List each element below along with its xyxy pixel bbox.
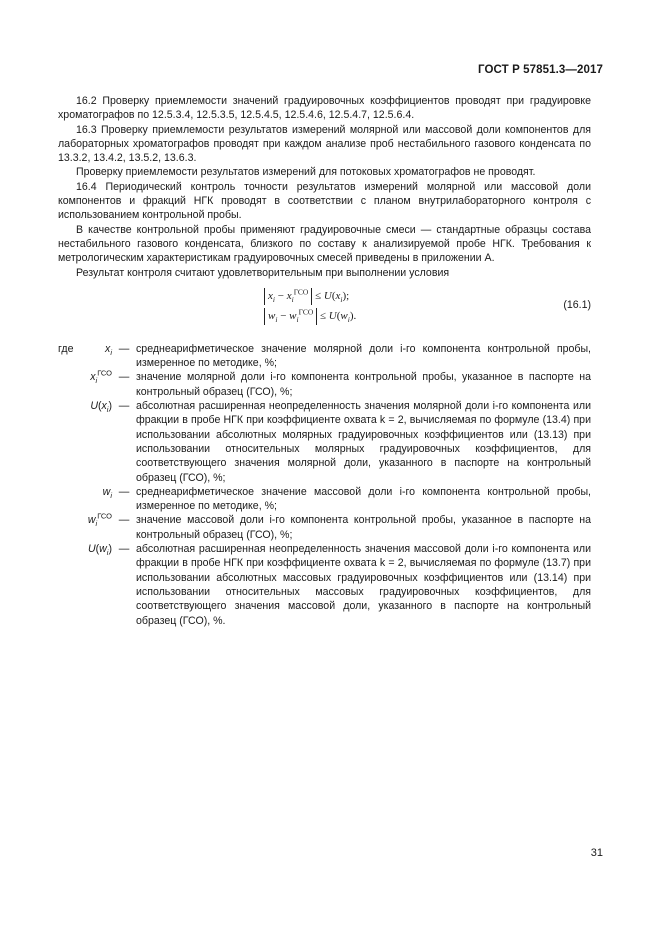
- definition-text: среднеарифметическое значение молярной доли i-го компонента контрольной пробы, измеренное по методике, %;: [136, 342, 591, 370]
- formula-line-mass: $w_i - w_i^{ГСО} \le U(w_i)$.: [264, 308, 356, 325]
- definition-dash: —: [118, 485, 130, 498]
- definition-dash: —: [118, 371, 130, 384]
- abs-difference-mass: $w_i - w_i^{ГСО}$: [264, 308, 317, 325]
- definition-item: [58, 399, 591, 485]
- definition-text: значение молярной доли i-го компонента контрольной пробы, указанное в паспорте на контрольный образец (ГСО), %;: [136, 371, 591, 398]
- paragraph-control-sample: В качестве контрольной пробы применяют градуировочные смеси — стандартные образцы состава нестабильного газового конденсата, близкого по составу к анализируемой пробе НГК. Требования к метрологическим характеристикам градуировочных смесей приведены в приложении А.: [58, 223, 591, 265]
- paragraph-condition: Результат контроля считают удовлетворительным при выполнении условия: [76, 266, 450, 279]
- abs-difference-molar: $x_i - x_i^{ГСО}$: [264, 288, 312, 305]
- definition-text: абсолютная расширенная неопределенность значения массовой доли i-го компонента или фракции в пробе НГК при коэффициенте охвата k = 2, вычисляемая по формуле (13.7) при использовании абсолютных массовых градуировочных коэффициентов или (13.14) при использовании относительных массовых градуировочных коэффициентов, для соответствующего значения массовой доли, указанного в паспорте на контрольный образец (ГСО), %.: [136, 543, 591, 627]
- definition-symbol: $w_i^{ГСО}$: [87, 511, 112, 529]
- formula-16-1: [58, 286, 591, 330]
- formula-line-molar: $x_i - x_i^{ГСО} \le U(x_i)$;: [264, 288, 349, 305]
- definition-symbol: $U(x_i)$: [90, 400, 112, 415]
- paragraph-streaming: Проверку приемлемости результатов измерений для потоковых хроматографов не проводят.: [76, 166, 536, 179]
- document-header: ГОСТ Р 57851.3—2017: [478, 64, 603, 76]
- definition-dash: —: [118, 543, 130, 556]
- definition-symbol: $U(w_i)$: [87, 543, 112, 558]
- definition-symbol: $w_i$: [102, 485, 112, 500]
- paragraph-16-2: 16.2 Проверку приемлемости значений градуировочных коэффициентов проводят при градуировке хроматографов по 12.5.3.4, 12.5.3.5, 12.5.4.5, 12.5.4.6, 12.5.4.7, 12.5.6.4.: [58, 95, 591, 122]
- definition-text: абсолютная расширенная неопределенность значения молярной доли i-го компонента или фракции в пробе НГК при коэффициенте охвата k = 2, вычисляемая по формуле (13.4) при использовании абсолютных молярных градуировочных коэффициентов или (13.13) при использовании относительных молярных градуировочных коэффициентов, для соответствующего значения молярной доли, указанного в паспорте на контрольный образец (ГСО), %;: [136, 400, 591, 484]
- definition-text: среднеарифметическое значение массовой доли i-го компонента контрольной пробы, измеренное по методике, %;: [136, 485, 591, 513]
- definition-text: значение массовой доли i-го компонента контрольной пробы, указанное в паспорте на контрольный образец (ГСО), %;: [136, 514, 591, 541]
- definition-item: [58, 370, 591, 399]
- definition-item: [58, 342, 591, 371]
- where-label: где: [58, 342, 74, 355]
- definition-dash: —: [118, 514, 130, 527]
- definition-dash: —: [118, 342, 130, 355]
- definition-item: [58, 542, 591, 628]
- definition-symbol: $x_i$: [105, 342, 112, 357]
- paragraph-16-4: 16.4 Периодический контроль точности результатов измерений молярной или массовой доли компонентов и фракций НГК проводят в соответствии с планом внутрилабораторного контроля с использованием контрольной пробы.: [58, 180, 591, 222]
- definition-dash: —: [118, 400, 130, 413]
- paragraph-16-3: 16.3 Проверку приемлемости результатов измерений молярной или массовой доли компонентов для лабораторных хроматографов проводят при каждом анализе проб нестабильного газового конденсата по 13.3.2, 13.4.2, 13.5.2, 13.6.3.: [58, 123, 591, 165]
- definition-item: [58, 513, 591, 542]
- page-number: 31: [590, 847, 603, 859]
- definitions-list: [58, 342, 591, 628]
- definition-symbol: $x_i^{ГСО}$: [90, 368, 112, 386]
- definition-item: [58, 485, 591, 514]
- page-content: [58, 94, 591, 628]
- formula-number: (16.1): [563, 298, 591, 311]
